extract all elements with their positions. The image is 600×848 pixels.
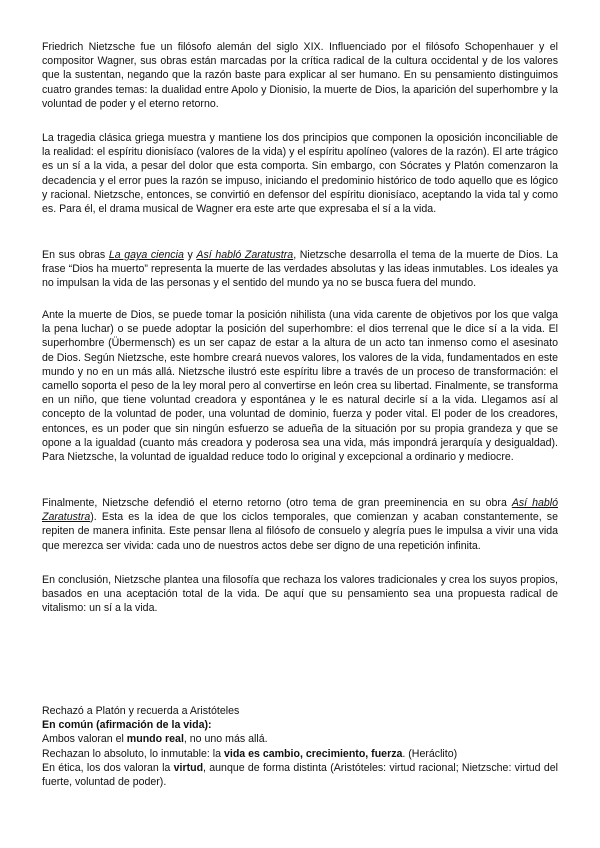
- text-span: y: [183, 249, 197, 261]
- bold-term: mundo real: [126, 733, 184, 746]
- work-link-la-gaya-ciencia[interactable]: La gaya ciencia: [108, 249, 184, 261]
- paragraph-eterno-retorno: [42, 496, 558, 553]
- text-span: . (Heráclito): [402, 747, 458, 760]
- work-link-asi-hablo-zaratustra[interactable]: Así habló Zaratustra: [42, 497, 558, 524]
- text-span: Rechazan lo absoluto, lo inmutable: la: [42, 747, 224, 760]
- text-span: Ambos valoran el: [42, 733, 127, 746]
- work-link-asi-hablo-zaratustra[interactable]: Así habló Zaratustra: [196, 249, 294, 261]
- note-line: [42, 761, 558, 789]
- text-span: , no uno más allá.: [183, 733, 268, 746]
- text-span: En ética, los dos valoran la: [42, 761, 174, 774]
- note-heading-text: En común (afirmación de la vida):: [42, 719, 212, 732]
- text-span: Finalmente, Nietzsche defendió el eterno retorno (otro tema de gran preeminencia en su obra: [42, 497, 512, 509]
- text-span: ). Esta es la idea de que los ciclos temporales, que comienzan y acaban constantemente, se repiten de manera infinita. Este pensar llena al filósofo de consuelo y alegría pues le impulsa a vivir una vida que merezca ser vivida: cada uno de nuestros actos debe ser digno de una repetición infinita.: [42, 511, 558, 552]
- bold-term: vida es cambio, crecimiento, fuerza: [223, 747, 403, 760]
- note-line: Rechazó a Platón y recuerda a Aristóteles: [42, 705, 240, 717]
- paragraph-introduction: Friedrich Nietzsche fue un filósofo alemán del siglo XIX. Influenciado por el filósofo Schopenhauer y el compositor Wagner, sus obras están marcadas por la crítica radical de la cultura occidental y de los valores que la sustentan, negando que la razón baste para explicar al ser humano. En su pensamiento distinguimos cuatro grandes temas: la dualidad entre Apolo y Dionisio, la muerte de Dios, la aparición del superhombre y la voluntad de poder y el eterno retorno.: [42, 41, 558, 110]
- paragraph-muerte-de-dios: [42, 248, 558, 291]
- note-line: [42, 747, 558, 761]
- notes-section: [42, 704, 558, 789]
- note-heading: [42, 718, 558, 732]
- text-span: En sus obras: [42, 249, 109, 261]
- paragraph-apolo-dionisio: La tragedia clásica griega muestra y mantiene los dos principios que componen la oposición inconciliable de la realidad: el espíritu dionisíaco (valores de la vida) y el espíritu apolíneo (valores de la razón). El arte trágico es un sí a la vida, a pesar del dolor que esta comporta. Sin embargo, con Sócrates y Platón comenzaron la decadencia y el error pues la razón se impuso, iniciando el predominio histórico de todo aquello que es lógico y racional. Nietzsche, entonces, se convirtió en defensor del espíritu dionisíaco, aceptando la vida tal y como es. Para él, el drama musical de Wagner era este arte que expresaba el sí a la vida.: [42, 132, 558, 216]
- text-span: , Nietzsche desarrolla el tema de la muerte de Dios. La frase “Dios ha muerto” representa la muerte de las verdades absolutas y las ideas inmutables. Los ideales ya no impulsan la vida de las personas y el sentido del mundo ya no se busca fuera del mundo.: [42, 249, 558, 290]
- note-line: [42, 732, 558, 746]
- paragraph-superhombre: Ante la muerte de Dios, se puede tomar la posición nihilista (una vida carente de objetivos por los que valga la pena luchar) o se puede adoptar la posición del superhombre: el dios terrenal que le dice sí a la vida. El superhombre (Übermensch) es un ser capaz de estar a la altura de un acto tan inmenso como el asesinato de Dios. Según Nietzsche, este hombre creará nuevos valores, los valores de la vida, fundamentados en este mundo y no en un más allá. Nietzsche ilustró este espíritu libre a través de un proceso de transformación: el camello soporta el peso de la ley moral pero al convertirse en león crea su libertad. Finalmente, se transforma en un niño, que tiene voluntad creadora y espontánea y le es natural decirle sí a la vida. Llegamos así al concepto de la voluntad de poder, una voluntad de dominio, fuerza y poder vital. El poder de los creadores, entonces, es un poder que sin ningún esfuerzo se adueña de la situación por su propia grandeza y que se opone a la igualdad (cuanto más creadora y poderosa sea una vida, más impondrá jerarquía y desigualdad). Para Nietzsche, la voluntad de igualdad reduce todo lo original y excepcional a ordinario y mediocre.: [42, 309, 558, 464]
- bold-term: virtud: [173, 761, 204, 774]
- paragraph-conclusion: En conclusión, Nietzsche plantea una filosofía que rechaza los valores tradicionales y crea los suyos propios, basados en una aceptación total de la vida. De aquí que su pensamiento sea una propuesta radical de vitalismo: un sí a la vida.: [42, 574, 558, 615]
- text-span: , aunque de forma distinta (Aristóteles: virtud racional; Nietzsche: virtud del fuerte, voluntad de poder).: [42, 761, 558, 789]
